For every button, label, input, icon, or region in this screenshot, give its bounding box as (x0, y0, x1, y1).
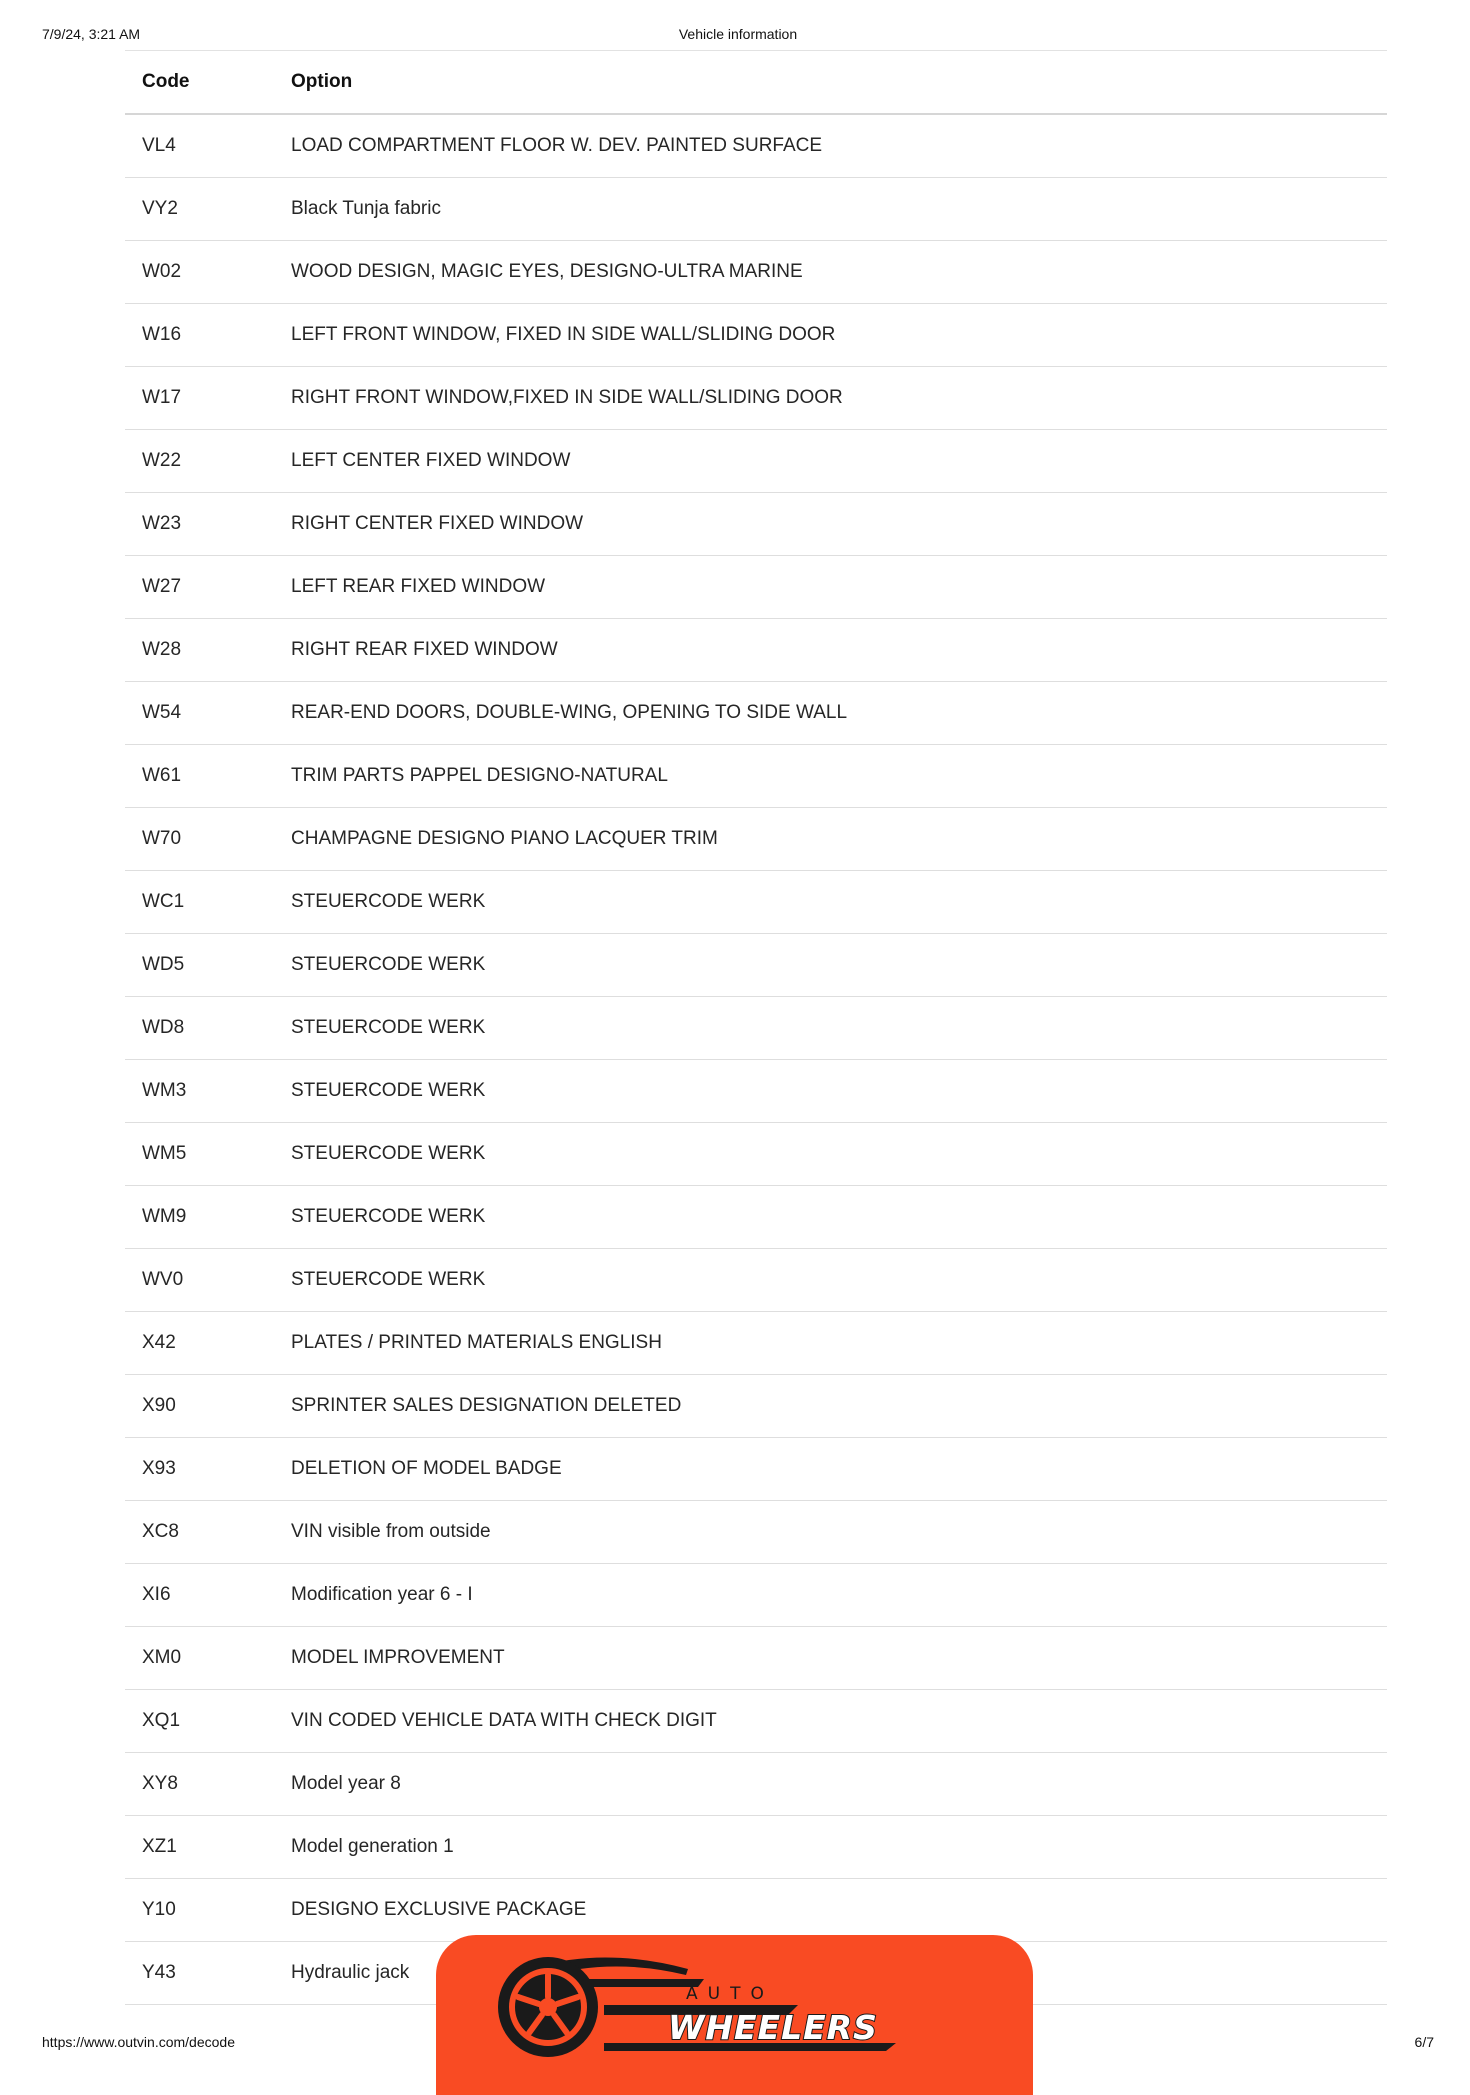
option-description: MODEL IMPROVEMENT (291, 1647, 505, 1668)
table-row (125, 178, 1387, 241)
option-code: Y10 (142, 1899, 176, 1920)
option-code: VL4 (142, 135, 176, 156)
table-row (125, 1060, 1387, 1123)
option-code: W17 (142, 387, 182, 408)
option-code: W27 (142, 576, 182, 597)
option-code: XY8 (142, 1773, 178, 1794)
table-row (125, 115, 1387, 178)
column-header-code: Code (142, 71, 190, 92)
option-code: WD8 (142, 1017, 185, 1038)
option-code: WM5 (142, 1143, 187, 1164)
option-description: LOAD COMPARTMENT FLOOR W. DEV. PAINTED SURFACE (291, 135, 823, 156)
print-header (42, 26, 1434, 46)
option-code: W54 (142, 702, 182, 723)
option-code: WV0 (142, 1269, 184, 1290)
table-body (125, 115, 1387, 2005)
table-row (125, 871, 1387, 934)
option-code: WM3 (142, 1080, 187, 1101)
option-code: W23 (142, 513, 182, 534)
option-code: X42 (142, 1332, 176, 1353)
option-description: VIN visible from outside (291, 1521, 491, 1542)
option-description: Model generation 1 (291, 1836, 454, 1857)
table-row (125, 997, 1387, 1060)
table-row (125, 241, 1387, 304)
option-description: VIN CODED VEHICLE DATA WITH CHECK DIGIT (291, 1710, 717, 1731)
option-code: W70 (142, 828, 182, 849)
table-row (125, 619, 1387, 682)
print-date: 7/9/24, 3:21 AM (42, 26, 141, 42)
option-description: DESIGNO EXCLUSIVE PACKAGE (291, 1899, 587, 1920)
table-row (125, 808, 1387, 871)
table-row (125, 1627, 1387, 1690)
option-description: STEUERCODE WERK (291, 954, 486, 975)
option-code: XZ1 (142, 1836, 177, 1857)
option-description: RIGHT FRONT WINDOW,FIXED IN SIDE WALL/SLIDING DOOR (291, 387, 843, 408)
option-code: WM9 (142, 1206, 187, 1227)
option-description: Black Tunja fabric (291, 198, 441, 219)
wheel-icon (498, 1957, 598, 2057)
option-code: WD5 (142, 954, 185, 975)
table-row (125, 304, 1387, 367)
option-code: VY2 (142, 198, 178, 219)
option-description: LEFT FRONT WINDOW, FIXED IN SIDE WALL/SLIDING DOOR (291, 324, 836, 345)
option-description: SPRINTER SALES DESIGNATION DELETED (291, 1395, 682, 1416)
table-row (125, 1312, 1387, 1375)
table-row (125, 1690, 1387, 1753)
logo-text-wheelers: WHEELERS (668, 2008, 878, 2047)
option-description: STEUERCODE WERK (291, 1269, 486, 1290)
option-code: W61 (142, 765, 182, 786)
auto-wheelers-logo (436, 1935, 1033, 2080)
option-code: XC8 (142, 1521, 179, 1542)
option-code: Y43 (142, 1962, 176, 1983)
option-description: Model year 8 (291, 1773, 401, 1794)
table-row (125, 1186, 1387, 1249)
auto-wheelers-logo-banner (436, 1935, 1033, 2095)
option-description: PLATES / PRINTED MATERIALS ENGLISH (291, 1332, 662, 1353)
table-row (125, 934, 1387, 997)
option-code: W28 (142, 639, 182, 660)
option-description: Modification year 6 - I (291, 1584, 473, 1605)
table-row (125, 1879, 1387, 1942)
option-description: STEUERCODE WERK (291, 1206, 486, 1227)
options-table (125, 50, 1387, 2005)
option-description: STEUERCODE WERK (291, 891, 486, 912)
option-description: STEUERCODE WERK (291, 1143, 486, 1164)
table-row (125, 1438, 1387, 1501)
table-row (125, 1753, 1387, 1816)
option-description: LEFT REAR FIXED WINDOW (291, 576, 546, 597)
table-row (125, 1375, 1387, 1438)
option-code: W16 (142, 324, 182, 345)
option-description: TRIM PARTS PAPPEL DESIGNO-NATURAL (291, 765, 668, 786)
table-row (125, 1249, 1387, 1312)
option-code: WC1 (142, 891, 185, 912)
table-row (125, 745, 1387, 808)
table-row (125, 430, 1387, 493)
table-row (125, 1501, 1387, 1564)
option-code: X93 (142, 1458, 176, 1479)
table-header-row (125, 51, 1387, 115)
option-description: WOOD DESIGN, MAGIC EYES, DESIGNO-ULTRA MARINE (291, 261, 803, 282)
option-description: CHAMPAGNE DESIGNO PIANO LACQUER TRIM (291, 828, 718, 849)
table-row (125, 493, 1387, 556)
logo-text-auto: AUTO (686, 1984, 774, 2004)
option-description: STEUERCODE WERK (291, 1080, 486, 1101)
page-number: 6/7 (1414, 2034, 1434, 2050)
table-row (125, 682, 1387, 745)
option-code: XQ1 (142, 1710, 181, 1731)
table-row (125, 367, 1387, 430)
table-row (125, 1564, 1387, 1627)
option-description: DELETION OF MODEL BADGE (291, 1458, 562, 1479)
option-code: W22 (142, 450, 182, 471)
table-row (125, 1816, 1387, 1879)
option-description: STEUERCODE WERK (291, 1017, 486, 1038)
option-code: XM0 (142, 1647, 182, 1668)
option-description: RIGHT REAR FIXED WINDOW (291, 639, 558, 660)
option-description: LEFT CENTER FIXED WINDOW (291, 450, 571, 471)
option-code: X90 (142, 1395, 176, 1416)
option-code: XI6 (142, 1584, 171, 1605)
footer-url: https://www.outvin.com/decode (42, 2034, 235, 2050)
column-header-option: Option (291, 71, 353, 92)
option-description: Hydraulic jack (291, 1962, 410, 1983)
print-title: Vehicle information (678, 26, 798, 42)
table-row (125, 1123, 1387, 1186)
option-description: REAR-END DOORS, DOUBLE-WING, OPENING TO SIDE WALL (291, 702, 848, 723)
option-code: W02 (142, 261, 182, 282)
table-row (125, 556, 1387, 619)
option-description: RIGHT CENTER FIXED WINDOW (291, 513, 584, 534)
